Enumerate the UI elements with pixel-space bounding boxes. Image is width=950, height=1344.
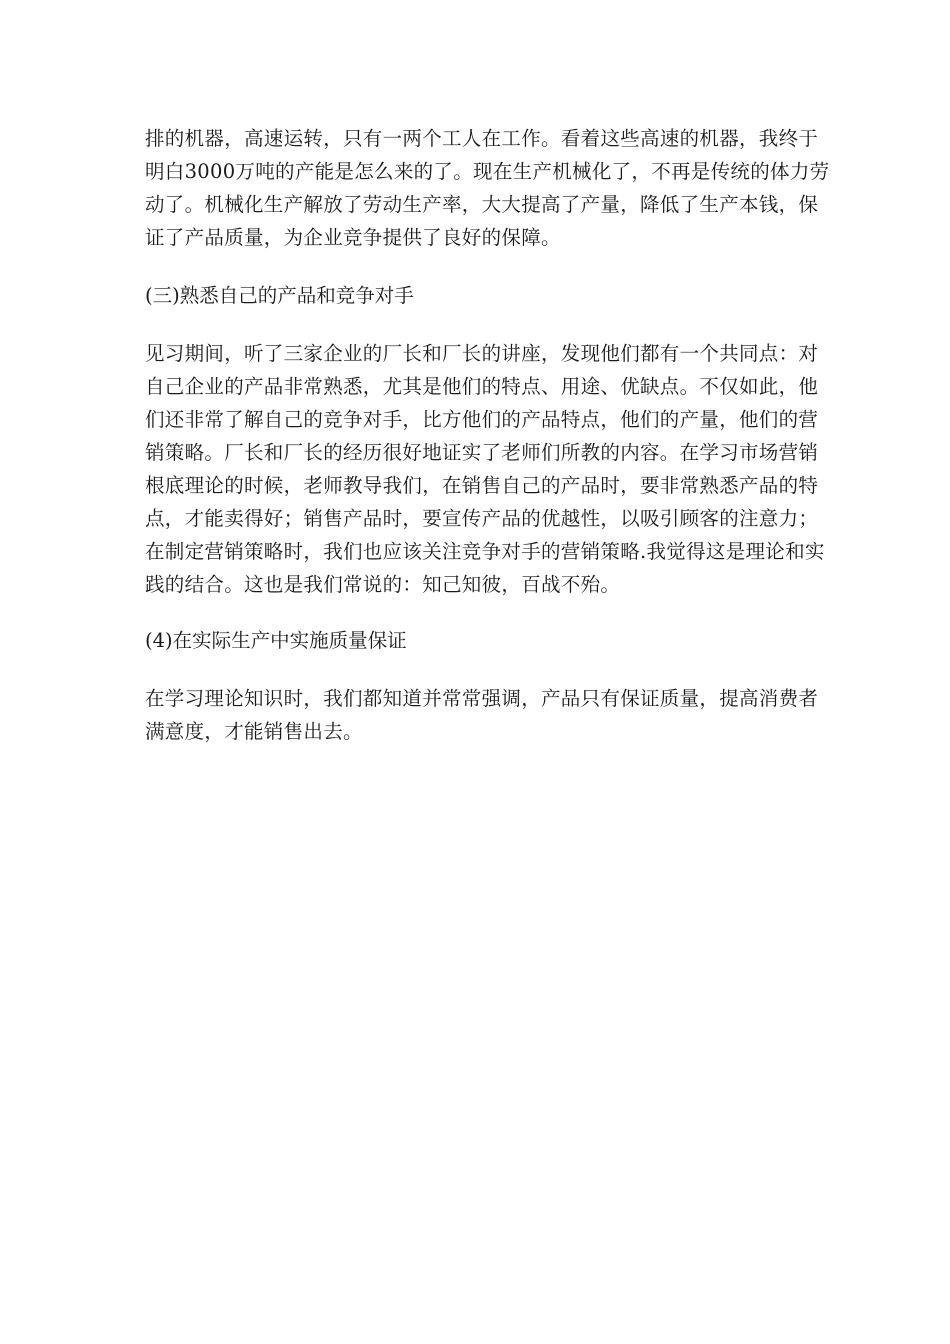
paragraph-mechanization — [145, 122, 830, 254]
text-line: 在制定营销策略时，我们也应该关注竞争对手的营销策略.我觉得这是理论和实 — [145, 540, 825, 563]
text-line: 点，才能卖得好；销售产品时，要宣传产品的优越性，以吸引顾客的注意力； — [145, 507, 819, 530]
text-line: 自己企业的产品非常熟悉，尤其是他们的特点、用途、优缺点。不仅如此，他 — [145, 375, 819, 398]
text-line: 根底理论的时候，老师教导我们，在销售自己的产品时，要非常熟悉产品的特 — [145, 474, 819, 497]
section-heading-products-competitors: (三)熟悉自己的产品和竞争对手 — [145, 284, 414, 307]
text-line: 排的机器，高速运转，只有一两个工人在工作。看着这些高速的机器，我终于 — [145, 127, 819, 150]
section-heading-quality-assurance: (4)在实际生产中实施质量保证 — [145, 629, 407, 652]
text-line: 在学习理论知识时，我们都知道并常常强调，产品只有保证质量，提高消费者 — [145, 687, 819, 710]
text-line: 见习期间，听了三家企业的厂长和厂长的讲座，发现他们都有一个共同点：对 — [145, 342, 819, 365]
paragraph-know-products — [145, 337, 825, 601]
text-line: 满意度，才能销售出去。 — [145, 720, 363, 743]
text-line: 们还非常了解自己的竞争对手，比方他们的产品特点，他们的产量，他们的营 — [145, 408, 819, 431]
paragraph-quality — [145, 682, 819, 748]
text-line: 明白3000万吨的产能是怎么来的了。现在生产机械化了，不再是传统的体力劳 — [145, 160, 830, 183]
document-body — [145, 122, 830, 748]
text-line: 践的结合。这也是我们常说的：知己知彼，百战不殆。 — [145, 573, 621, 596]
text-line: 证了产品质量，为企业竞争提供了良好的保障。 — [145, 226, 561, 249]
text-line: 销策略。厂长和厂长的经历很好地证实了老师们所教的内容。在学习市场营销 — [145, 441, 819, 464]
text-line: 动了。机械化生产解放了劳动生产率，大大提高了产量，降低了生产本钱，保 — [145, 193, 819, 216]
